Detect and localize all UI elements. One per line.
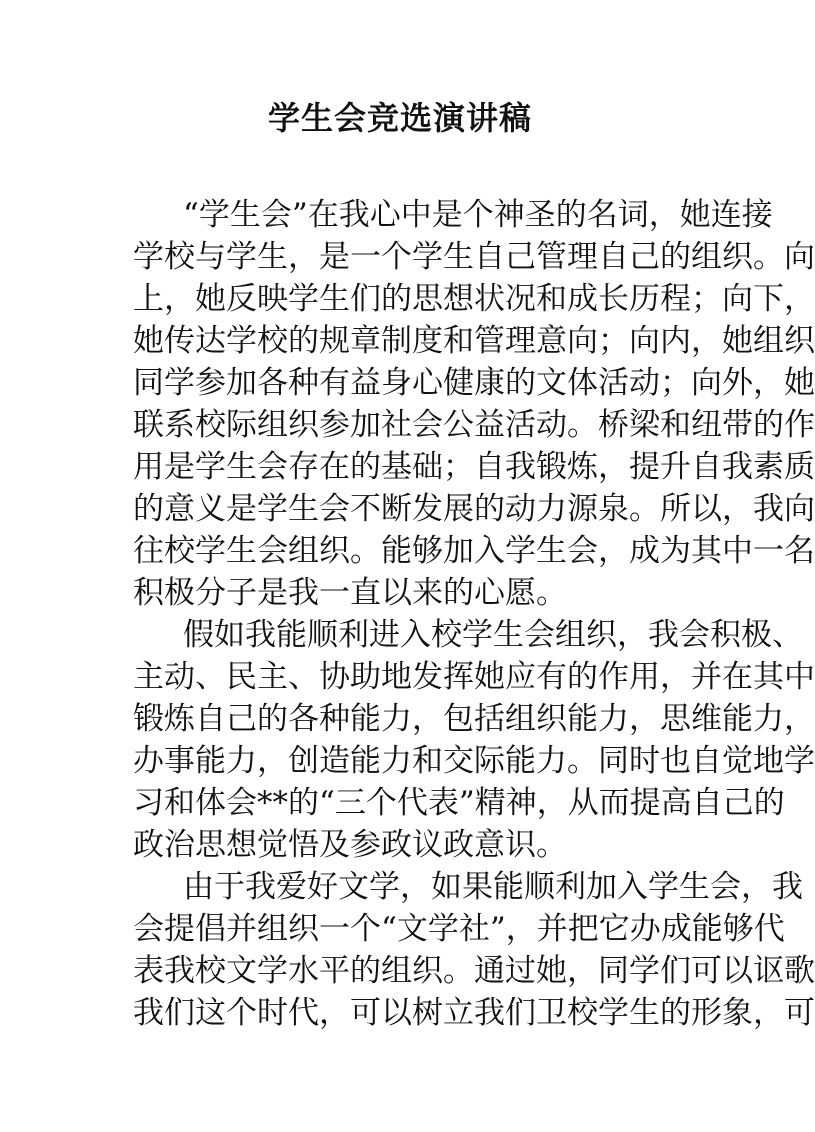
text-line: 锻炼自己的各种能力，包括组织能力，思维能力，	[133, 701, 815, 737]
text-line: 的意义是学生会不断发展的动力源泉。所以，我向	[133, 491, 815, 527]
text-line: 联系校际组织参加社会公益活动。桥梁和纽带的作	[133, 407, 815, 443]
text-line: 往校学生会组织。能够加入学生会，成为其中一名	[133, 533, 815, 569]
text-line: “学生会”在我心中是个神圣的名词，她连接	[183, 197, 773, 233]
text-line: 上，她反映学生们的思想状况和成长历程；向下，	[133, 281, 815, 317]
text-line: 假如我能顺利进入校学生会组织，我会积极、	[183, 617, 803, 653]
text-line: 由于我爱好文学，如果能顺利加入学生会，我	[183, 869, 803, 905]
text-line: 办事能力，创造能力和交际能力。同时也自觉地学	[133, 743, 815, 779]
document-title: 学生会竞选演讲稿	[267, 99, 532, 137]
text-line: 学校与学生，是一个学生自己管理自己的组织。向	[133, 239, 815, 275]
paragraph-1	[133, 194, 815, 614]
document-body	[133, 194, 815, 1034]
paragraph-3	[133, 866, 815, 1034]
text-line: 同学参加各种有益身心健康的文体活动；向外，她	[133, 365, 815, 401]
text-line: 我们这个时代，可以树立我们卫校学生的形象，可	[133, 995, 815, 1031]
text-line: 积极分子是我一直以来的心愿。	[133, 575, 567, 611]
text-line: 主动、民主、协助地发挥她应有的作用，并在其中	[133, 659, 815, 695]
text-line: 政治思想觉悟及参政议政意识。	[133, 827, 567, 863]
text-line: 她传达学校的规章制度和管理意向；向内，她组织	[133, 323, 815, 359]
paragraph-2	[133, 614, 815, 866]
text-line: 会提倡并组织一个“文学社”，并把它办成能够代	[133, 911, 785, 947]
text-line: 习和体会**的“三个代表”精神，从而提高自己的	[133, 785, 785, 821]
text-line: 表我校文学水平的组织。通过她，同学们可以讴歌	[133, 953, 815, 989]
text-line: 用是学生会存在的基础；自我锻炼，提升自我素质	[133, 449, 815, 485]
